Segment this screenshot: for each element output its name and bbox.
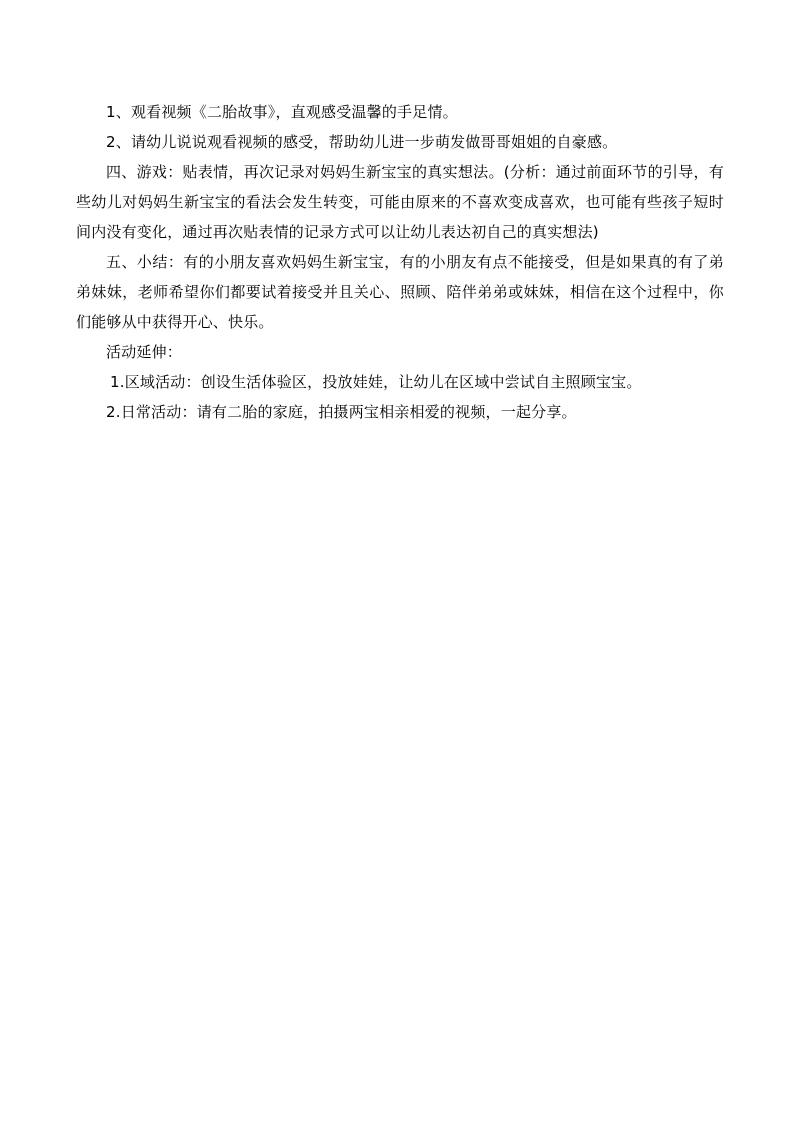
paragraph-extension-2: 2.日常活动：请有二胎的家庭，拍摄两宝相亲相爱的视频，一起分享。 bbox=[106, 403, 577, 421]
paragraph-game: 四、游戏：贴表情，再次记录对妈妈生新宝宝的真实想法。(分析：通过前面环节的引导，有些幼儿对妈妈生新宝宝的看法会发生转变，可能由原来的不喜欢变成喜欢，也可能有些孩子短时间内没有变化，通过再次贴表情的记录方式可以让幼儿表达初自己的真实想法) bbox=[76, 163, 724, 241]
paragraph-extension-heading: 活动延伸： bbox=[106, 343, 183, 361]
paragraph-extension-1: 1.区域活动：创设生活体验区，投放娃娃，让幼儿在区域中尝试自主照顾宝宝。 bbox=[110, 373, 642, 391]
paragraph-step-2: 2、请幼儿说说观看视频的感受，帮助幼儿进一步萌发做哥哥姐姐的自豪感。 bbox=[106, 133, 618, 151]
document-body bbox=[76, 97, 724, 427]
paragraph-step-1: 1、观看视频《二胎故事》，直观感受温馨的手足情。 bbox=[106, 103, 458, 121]
paragraph-summary: 五、小结：有的小朋友喜欢妈妈生新宝宝，有的小朋友有点不能接受，但是如果真的有了弟弟妹妹，老师希望你们都要试着接受并且关心、照顾、陪伴弟弟或妹妹，相信在这个过程中，你们能够从中获得开心、快乐。 bbox=[76, 253, 724, 331]
